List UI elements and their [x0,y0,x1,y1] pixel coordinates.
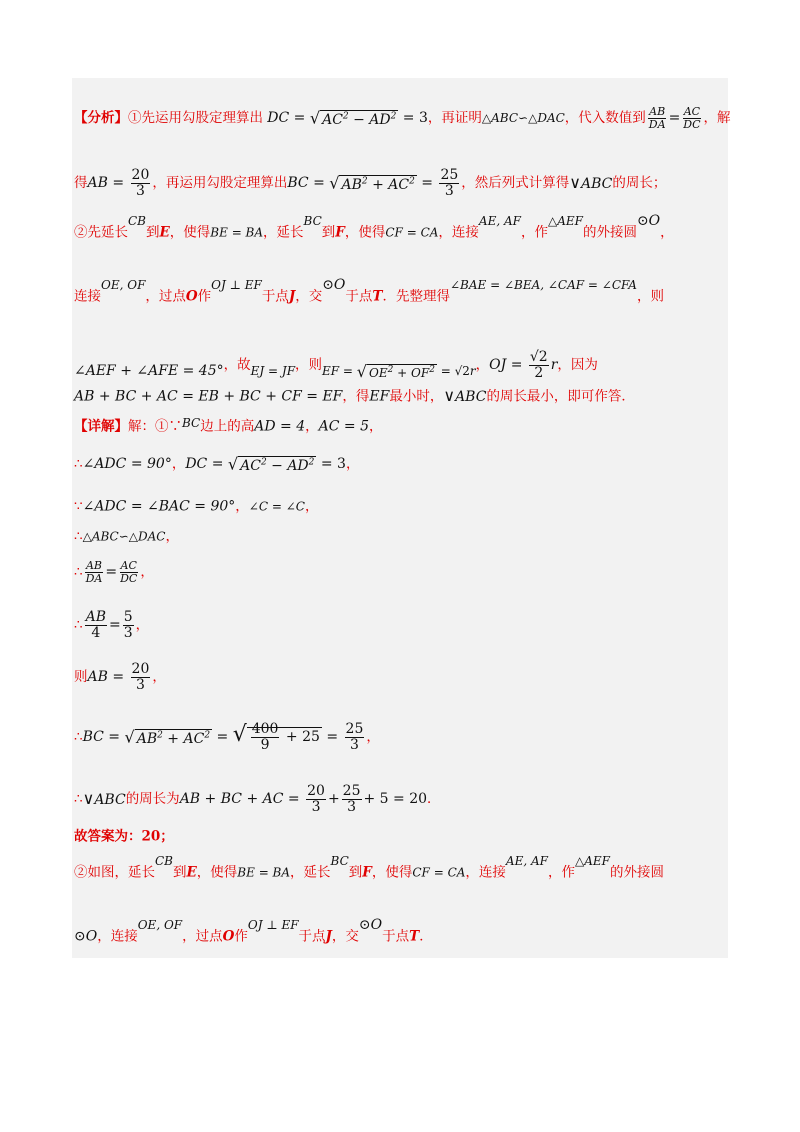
text: ，连接 [438,224,479,241]
formula-triangle: ∨ABC [443,386,487,405]
circle-o: ⊙O [636,212,661,229]
analysis-line-1 [74,106,731,130]
text: ，过点 [182,928,223,945]
point-e: E [186,864,197,881]
point-j: J [325,928,332,945]
text: ，则 [295,357,323,374]
formula-ef: EF = √ $OE^2 + OF^2 = √2r$ [322,361,476,381]
formula-angle-c: ∠C = ∠C [248,499,305,514]
point-f: F [362,864,372,881]
text: 作 [234,928,248,945]
formula-oj: OJ = $\frac{√2}{2}$ r [489,349,558,381]
text: ．先整理得 [382,288,450,305]
point-j: J [288,288,296,305]
formula-oe-of: OE, OF [101,277,146,292]
formula-similar: △ABC∽△DAC [82,529,166,544]
detail-line-11 [74,853,664,883]
formula-cb: CB [128,213,146,228]
circle-o: ⊙O [322,276,346,293]
text: ． [419,928,433,945]
text: ，交 [331,928,359,945]
text: ， [304,498,319,515]
detail-line-9 [74,784,441,814]
text: ，作 [547,864,575,881]
therefore-symbol: ∴ [74,729,83,746]
circle-o: ⊙O [358,916,383,933]
analysis-line-6 [74,386,635,407]
text: ，得 [342,388,370,405]
text: ，连接 [465,864,506,881]
detail-label: 【详解】 [74,418,128,435]
text: ，使得 [371,864,413,881]
text: 的外接圆 [609,864,664,881]
formula-ac: AC = 5 [318,418,369,435]
formula-triangle: ∨ABC [569,172,613,192]
text: ， [305,418,319,435]
text: 的周长最小，即可作答． [486,388,635,405]
detail-line-1 [74,416,382,437]
formula-bc-seg: BC [182,415,201,430]
formula-ae-af: AE, AF [478,213,521,228]
text: ，过点 [145,288,186,305]
therefore-symbol: ∴ [74,564,83,581]
text: 的周长； [612,175,667,192]
text: 的外接圆 [582,224,637,241]
formula-ab: AB = $\frac{20}{3}$ [87,661,150,693]
formula-bc: BC = √ $AB^2 + AC^2$ = $\frac{25}{3}$ [287,167,459,199]
text: ，然后列式计算得 [461,175,570,192]
formula-angles: ∠BAE = ∠BEA, ∠CAF = ∠CFA [449,277,637,292]
formula-oj-perp: OJ ⊥ EF [247,917,299,932]
text: 解：①∵ [128,418,182,435]
formula-be: BE = BA [237,865,291,880]
detail-line-7 [74,662,166,692]
detail-line-12 [74,916,433,947]
point-e: E [159,224,170,241]
text: ， [171,455,186,472]
text: ， [152,669,166,686]
text: ，作 [520,224,548,241]
circle-o: ⊙O [74,928,98,945]
analysis-line-4 [74,276,664,307]
formula-dc: DC = √ $AC^2 - AD^2 = 3$ [185,454,346,474]
text: ． [427,791,441,808]
text: ，延长 [263,224,304,241]
text: ，解 [703,110,731,127]
formula-ratio: $\frac{AB}{DA}$ = $\frac{AC}{DC}$ [648,105,701,131]
text: ，交 [295,288,323,305]
formula-oe-of: OE, OF [137,917,183,932]
formula-cf: CF = CA [385,225,439,240]
text: ， [475,357,490,374]
formula-triangle: ∨ABC [82,788,126,808]
text: ， [235,498,249,515]
formula-bc-seg: BC [303,213,322,228]
formula-aef: △AEF [574,853,610,868]
text: ， [135,617,150,634]
therefore-symbol: ∴ [74,455,83,472]
detail-line-4 [74,526,179,547]
therefore-symbol: ∴ [74,617,83,634]
formula-oj-perp: OJ ⊥ EF [211,277,262,292]
analysis-label: 【分析】 [74,110,128,127]
formula-ab: AB = $\frac{20}{3}$ [87,167,150,199]
text: ，则 [636,288,664,305]
text: 于点 [382,928,410,945]
text: ，再运用勾股定理算出 [152,175,288,192]
formula-ae-af: AE, AF [505,853,548,868]
text: ，使得 [169,224,211,241]
formula-bc-calc: BC = √ $AB^2 + AC^2$ = √ $\frac{400}{9}$ + 25 = $\frac{25}{3}$ [82,721,364,753]
formula-ratio: $\frac{AB}{DA}$ = $\frac{AC}{DC}$ [85,559,138,585]
answer-text: 故答案为：20； [74,828,174,845]
text: 到 [146,224,160,241]
text: 得 [74,175,88,192]
text: ①先运用勾股定理算出 [128,110,263,127]
formula-perimeter: AB + BC + AC = $\frac{20}{3}$ + $\frac{25}{3}$ + 5 = 20 [179,783,428,815]
text: 于点 [345,288,373,305]
text: ，故 [223,357,251,374]
point-t: T [372,288,383,305]
formula-perimeter-ef: AB + BC + AC = EB + BC + CF = EF [74,388,343,405]
formula-similar: △ABC∽△DAC [481,111,565,126]
formula-angle-sum: ∠AEF + ∠AFE = 45° [74,363,224,380]
text: ，代入数值到 [564,110,646,127]
text: 连接 [74,288,101,305]
formula-aef: △AEF [547,213,583,228]
analysis-line-5 [74,350,598,380]
text: ，因为 [557,357,598,374]
text: 到 [348,864,363,881]
point-f: F [335,224,345,241]
analysis-line-2 [74,168,666,198]
text: 则 [74,669,88,686]
text: 作 [197,288,212,305]
formula-ef-min: EF [369,388,390,405]
because-symbol: ∵ [74,498,83,515]
formula-angles-90: ∠ADC = ∠BAC = 90° [82,498,236,515]
detail-line-5 [74,560,154,584]
formula-bc-seg: BC [330,853,349,868]
text: ， [165,528,179,545]
text: ， [140,564,154,581]
detail-line-2 [74,452,359,476]
text: 最小时， [389,388,444,405]
formula-ad: AD = 4 [254,418,306,435]
point-o: O [222,928,235,945]
text: ， [366,729,380,746]
text: 到 [321,224,336,241]
text: ，使得 [196,864,238,881]
formula-dc: DC = √ $AC^2 - AD^2 = 3$ [267,108,428,128]
text: 的周长为 [125,791,180,808]
formula-cf: CF = CA [412,865,466,880]
text: ，延长 [290,864,331,881]
formula-cb: CB [155,853,173,868]
text: ②先延长 [74,224,128,241]
formula-ab-4: $\frac{AB}{4}$ = $\frac{5}{3}$ [85,609,133,641]
text: ，连接 [97,928,138,945]
text: ，使得 [344,224,386,241]
detail-line-10 [74,826,174,847]
therefore-symbol: ∴ [74,528,83,545]
formula-be: BE = BA [210,225,264,240]
text: ， [660,224,674,241]
text: 到 [173,864,187,881]
analysis-line-3 [74,212,674,243]
detail-line-8 [74,722,380,752]
point-t: T [409,928,420,945]
detail-line-3 [74,496,318,517]
therefore-symbol: ∴ [74,791,83,808]
text: 于点 [298,928,326,945]
text: ， [345,455,360,472]
text: ， [368,418,383,435]
text: ，再证明 [427,110,482,127]
detail-line-6 [74,610,149,640]
formula-ej: EJ = JF [250,364,296,379]
point-o: O [185,288,198,305]
text: ②如图，延长 [74,864,155,881]
text: 边上的高 [200,418,255,435]
text: 于点 [261,288,289,305]
formula-angle-adc: ∠ADC = 90° [82,455,172,472]
